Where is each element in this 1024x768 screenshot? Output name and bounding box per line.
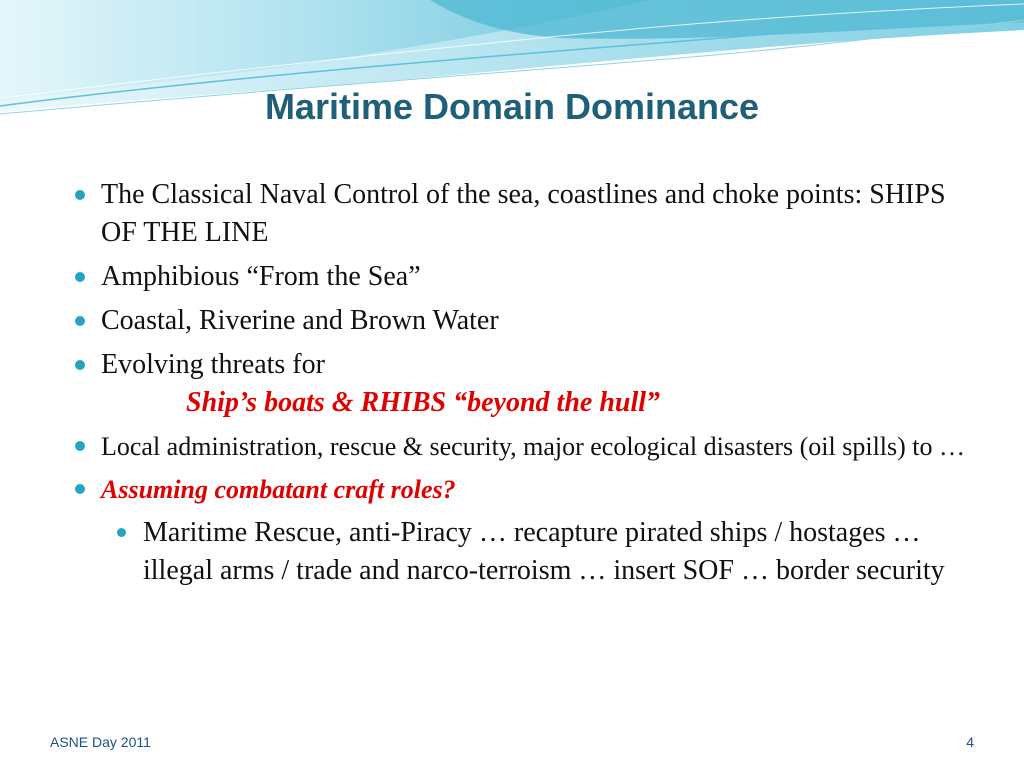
bullet-list xyxy=(72,176,972,596)
bullet-text: Evolving threats for xyxy=(101,349,325,380)
bullet-icon xyxy=(75,484,85,494)
bullet-icon xyxy=(75,441,85,451)
bullet-icon xyxy=(117,528,126,537)
bullet-icon xyxy=(75,272,85,282)
bullet-text: Amphibious “From the Sea” xyxy=(101,261,421,292)
bullet-text: Local administration, rescue & security, major ecological disasters (oil spills) to … xyxy=(101,432,966,461)
bullet-icon xyxy=(75,190,85,200)
bullet-text: The Classical Naval Control of the sea, coastlines and choke points: SHIPS OF THE LINE xyxy=(101,179,946,248)
bullet-item xyxy=(72,428,972,465)
bullet-item xyxy=(72,302,972,340)
sub-bullet-text: Maritime Rescue, anti-Piracy … recapture pirated ships / hostages … illegal arms / trade and narco-terroism … insert SOF … border security xyxy=(143,517,945,586)
bullet-text-emphasis: Assuming combatant craft roles? xyxy=(101,475,456,504)
slide-title: Maritime Domain Dominance xyxy=(264,86,760,127)
bullet-item xyxy=(72,176,972,252)
bullet-item xyxy=(72,346,972,422)
footer-text: ASNE Day 2011 xyxy=(50,734,151,750)
bullet-text: Coastal, Riverine and Brown Water xyxy=(101,305,499,336)
bullet-icon xyxy=(75,316,85,326)
bullet-item xyxy=(72,471,972,508)
sub-bullet-item xyxy=(114,514,972,590)
page-number: 4 xyxy=(966,734,974,750)
bullet-item xyxy=(72,258,972,296)
highlight-line: Ship’s boats & RHIBS “beyond the hull” xyxy=(186,387,661,418)
bullet-icon xyxy=(75,360,85,370)
